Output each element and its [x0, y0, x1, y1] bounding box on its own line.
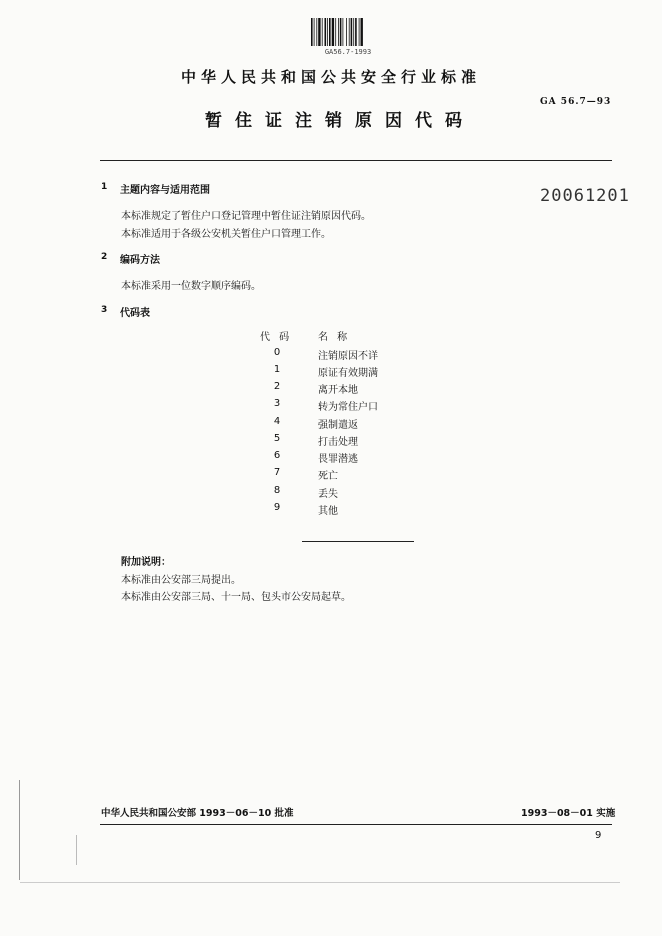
scan-edge-line: [19, 780, 20, 880]
barcode-bar: [349, 18, 350, 46]
table-name: 注销原因不详: [318, 351, 378, 362]
barcode-bar: [353, 18, 354, 46]
table-code: 1: [273, 364, 281, 375]
page-number: 9: [595, 830, 602, 841]
barcode-bar: [332, 18, 334, 46]
table-name: 原证有效期满: [318, 368, 378, 379]
table-code: 0: [273, 347, 281, 358]
barcode-bar: [346, 18, 347, 46]
header-divider: [100, 160, 612, 161]
barcode: [310, 18, 386, 48]
barcode-bar: [311, 18, 313, 46]
barcode-bar: [322, 18, 323, 46]
appendix-line: 本标准由公安部三局、十一局、包头市公安局起草。: [121, 592, 351, 603]
scan-edge-line: [76, 835, 77, 865]
barcode-bar: [335, 18, 336, 46]
scan-edge-line: [20, 882, 620, 883]
table-name: 离开本地: [318, 385, 358, 396]
table-code: 4: [273, 416, 281, 427]
section-1-paragraph: 本标准规定了暂住户口登记管理中暂住证注销原因代码。: [121, 211, 371, 222]
section-title-3: 代码表: [120, 308, 150, 319]
table-code: 9: [273, 502, 281, 513]
standard-number: GA 56.7—93: [540, 97, 612, 107]
appendix-title: 附加说明：: [121, 557, 171, 568]
table-code: 2: [273, 381, 281, 392]
table-code: 7: [273, 467, 281, 478]
standard-type-heading: 中华人民共和国公共安全行业标准: [180, 68, 481, 86]
barcode-bar: [351, 18, 353, 46]
barcode-bar: [355, 18, 357, 46]
barcode-bar: [318, 18, 320, 46]
barcode-bar: [314, 18, 315, 46]
document-title: 暂住证注销原因代码: [205, 111, 475, 131]
barcode-bar: [340, 18, 342, 46]
section-title-1: 主题内容与适用范围: [120, 185, 210, 196]
table-header-name: 名 称: [318, 332, 351, 343]
table-name: 丢失: [318, 489, 338, 500]
table-name: 死亡: [318, 471, 338, 482]
table-code: 5: [273, 433, 281, 444]
date-stamp: 20061201: [540, 186, 630, 206]
barcode-bar: [327, 18, 328, 46]
section-number-1: 1: [101, 182, 108, 192]
table-name: 畏罪潜逃: [318, 454, 358, 465]
end-of-table-rule: [302, 541, 414, 542]
barcode-bar: [343, 18, 344, 46]
effective-date: 1993－08－01 实施: [521, 808, 616, 819]
approval-note: 中华人民共和国公安部 1993－06－10 批准: [101, 808, 294, 819]
section-number-3: 3: [101, 305, 108, 315]
barcode-bar: [329, 18, 331, 46]
table-code: 6: [273, 450, 281, 461]
barcode-bar: [316, 18, 317, 46]
section-2-paragraph: 本标准采用一位数字顺序编码。: [121, 281, 261, 292]
appendix-line: 本标准由公安部三局提出。: [121, 575, 241, 586]
section-number-2: 2: [101, 252, 108, 262]
barcode-text: GA56.7-1993: [324, 48, 372, 56]
barcode-bar: [361, 18, 363, 46]
table-name: 强制遣返: [318, 420, 358, 431]
section-title-2: 编码方法: [120, 255, 160, 266]
table-name: 转为常住户口: [318, 402, 378, 413]
section-1-paragraph: 本标准适用于各级公安机关暂住户口管理工作。: [121, 229, 331, 240]
barcode-bar: [338, 18, 339, 46]
table-code: 8: [273, 485, 281, 496]
table-header-code: 代 码: [260, 332, 293, 343]
barcode-bar: [359, 18, 360, 46]
table-name: 打击处理: [318, 437, 358, 448]
table-code: 3: [273, 398, 281, 409]
table-name: 其他: [318, 506, 338, 517]
footer-divider: [100, 824, 612, 825]
barcode-bar: [325, 18, 327, 46]
